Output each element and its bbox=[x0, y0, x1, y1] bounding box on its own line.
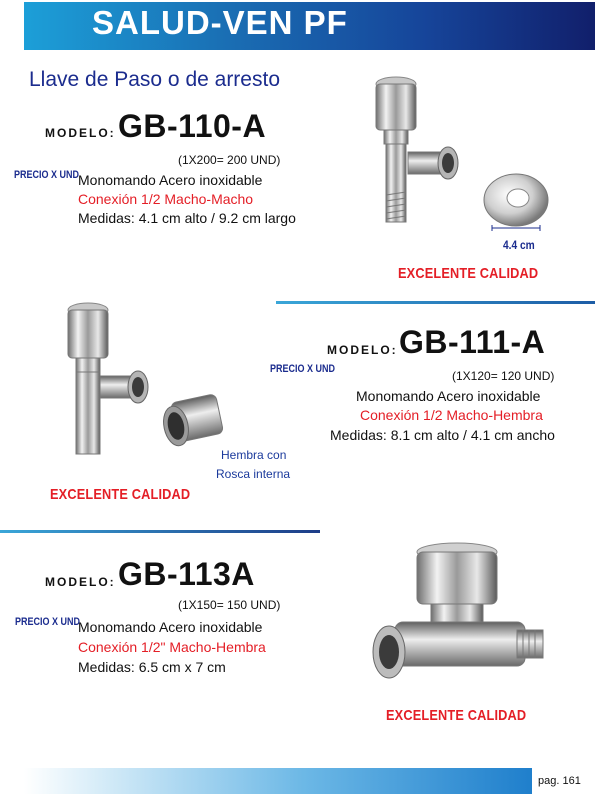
modelo-label: MODELO: bbox=[327, 343, 398, 357]
product-connection: Conexión 1/2" Macho-Hembra bbox=[78, 639, 266, 655]
model-code: GB-113A bbox=[118, 556, 255, 592]
modelo-label: MODELO: bbox=[45, 575, 116, 589]
escutcheon-ring-image bbox=[480, 168, 552, 236]
model-code: GB-111-A bbox=[399, 324, 546, 360]
quality-badge: EXCELENTE CALIDAD bbox=[398, 265, 539, 282]
product-connection: Conexión 1/2 Macho-Macho bbox=[78, 191, 254, 207]
section-divider bbox=[0, 530, 320, 533]
package-quantity: (1X150= 150 UND) bbox=[178, 598, 281, 612]
section-divider bbox=[276, 301, 595, 304]
product-measurements: Medidas: 8.1 cm alto / 4.1 cm ancho bbox=[330, 427, 555, 443]
product-measurements: Medidas: 6.5 cm x 7 cm bbox=[78, 659, 226, 675]
product-description: Monomando Acero inoxidable bbox=[78, 172, 263, 188]
accessory-caption-line1: Hembra con bbox=[221, 448, 287, 462]
page-number: pag. 161 bbox=[538, 775, 581, 787]
ring-diameter-label: 4.4 cm bbox=[503, 238, 535, 252]
angle-valve-image bbox=[368, 70, 468, 240]
price-label: PRECIO X UND bbox=[15, 615, 81, 628]
footer-bar bbox=[24, 768, 532, 794]
product-description: Monomando Acero inoxidable bbox=[356, 388, 541, 404]
package-quantity: (1X120= 120 UND) bbox=[452, 369, 555, 383]
quality-badge: EXCELENTE CALIDAD bbox=[386, 707, 527, 724]
angle-valve-image bbox=[60, 296, 156, 462]
price-label: PRECIO X UND bbox=[14, 168, 80, 181]
straight-valve-image bbox=[365, 540, 551, 700]
price-label: PRECIO X UND bbox=[270, 362, 336, 375]
product-measurements: Medidas: 4.1 cm alto / 9.2 cm largo bbox=[78, 210, 296, 226]
package-quantity: (1X200= 200 UND) bbox=[178, 153, 281, 167]
brand-title: SALUD-VEN PF bbox=[92, 4, 348, 41]
female-connector-image bbox=[160, 390, 226, 452]
page-subtitle: Llave de Paso o de arresto bbox=[29, 68, 280, 91]
quality-badge: EXCELENTE CALIDAD bbox=[50, 486, 191, 503]
accessory-caption-line2: Rosca interna bbox=[216, 467, 291, 481]
model-code: GB-110-A bbox=[118, 108, 267, 144]
product-description: Monomando Acero inoxidable bbox=[78, 619, 263, 635]
modelo-label: MODELO: bbox=[45, 126, 116, 140]
product-connection: Conexión 1/2 Macho-Hembra bbox=[360, 407, 543, 423]
